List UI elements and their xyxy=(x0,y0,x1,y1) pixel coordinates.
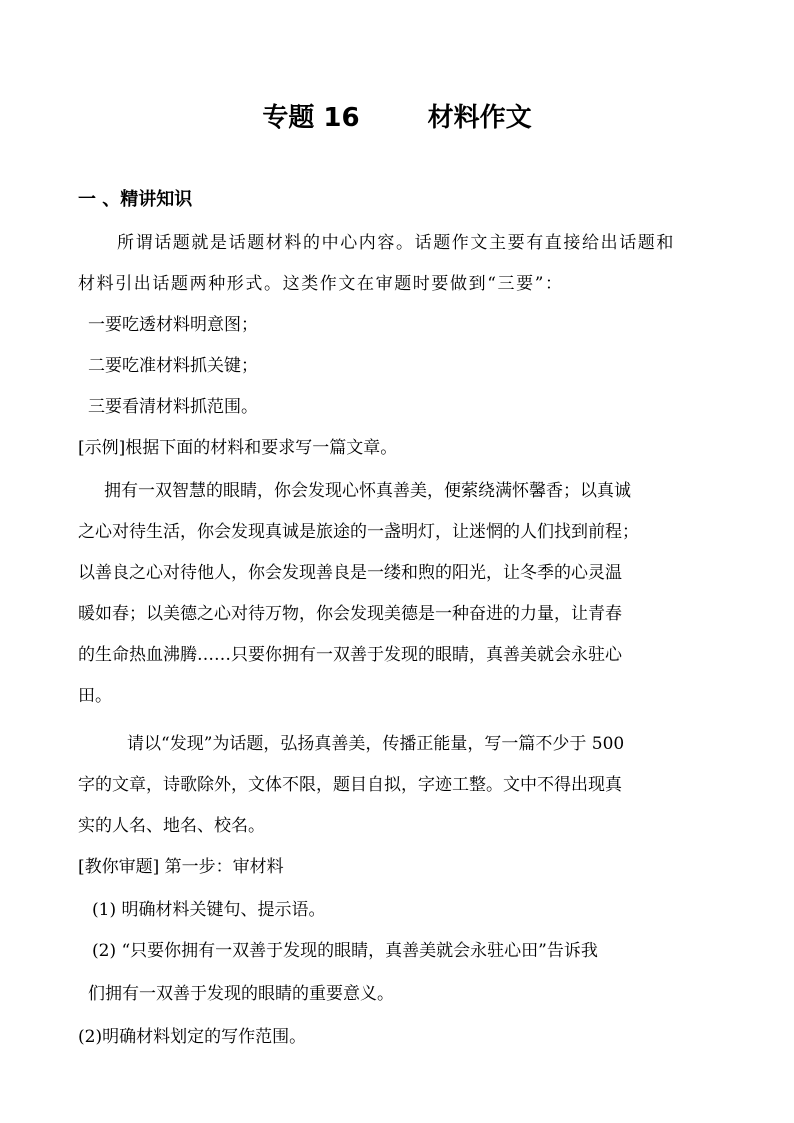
requirement-3: 三要看清材料抓范围。 xyxy=(88,397,258,417)
title-subject: 材料作文 xyxy=(427,103,532,133)
step-2-line-1: (2) “只要你拥有一双善于发现的眼睛，真善美就会永驻心田”告诉我 xyxy=(92,941,598,961)
material-line-4: 暖如春；以美德之心对待万物，你会发现美德是一种奋进的力量，让青春 xyxy=(78,604,622,624)
material-line-3: 以善良之心对待他人，你会发现善良是一缕和煦的阳光，让冬季的心灵温 xyxy=(78,563,622,583)
intro-line-2: 材料引出话题两种形式。这类作文在审题时要做到“三要”： xyxy=(78,274,564,294)
task-line-3: 实的人名、地名、校名。 xyxy=(78,816,265,836)
requirement-1: 一要吃透材料明意图； xyxy=(88,315,258,335)
material-line-2: 之心对待生活，你会发现真诚是旅途的一盏明灯，让迷惘的人们找到前程； xyxy=(78,522,639,542)
requirement-2: 二要吃准材料抓关键； xyxy=(88,356,258,376)
page-title xyxy=(0,98,794,138)
step-3: (2)明确材料划定的写作范围。 xyxy=(78,1027,307,1047)
example-intro: [示例]根据下面的材料和要求写一篇文章。 xyxy=(78,438,398,458)
material-line-6: 田。 xyxy=(78,686,112,706)
intro-line-1: 所谓话题就是话题材料的中心内容。话题作文主要有直接给出话题和 xyxy=(117,233,675,253)
task-line-2: 字的文章，诗歌除外，文体不限，题目自拟，字迹工整。文中不得出现真 xyxy=(78,775,622,795)
step-2-line-2: 们拥有一双善于发现的眼睛的重要意义。 xyxy=(88,984,394,1004)
material-line-5: 的生命热血沸腾……只要你拥有一双善于发现的眼睛，真善美就会永驻心 xyxy=(78,645,622,665)
title-topic-number: 专题 16 xyxy=(262,103,360,133)
task-line-1: 请以“发现”为话题，弘扬真善美，传播正能量，写一篇不少于 500 xyxy=(127,734,625,754)
material-line-1: 拥有一双智慧的眼睛，你会发现心怀真善美，便萦绕满怀馨香；以真诚 xyxy=(104,481,631,501)
section-heading: 一 、精讲知识 xyxy=(78,189,193,210)
step-1: (1) 明确材料关键句、提示语。 xyxy=(92,900,326,920)
guide-heading: [教你审题] 第一步：审材料 xyxy=(78,857,284,877)
